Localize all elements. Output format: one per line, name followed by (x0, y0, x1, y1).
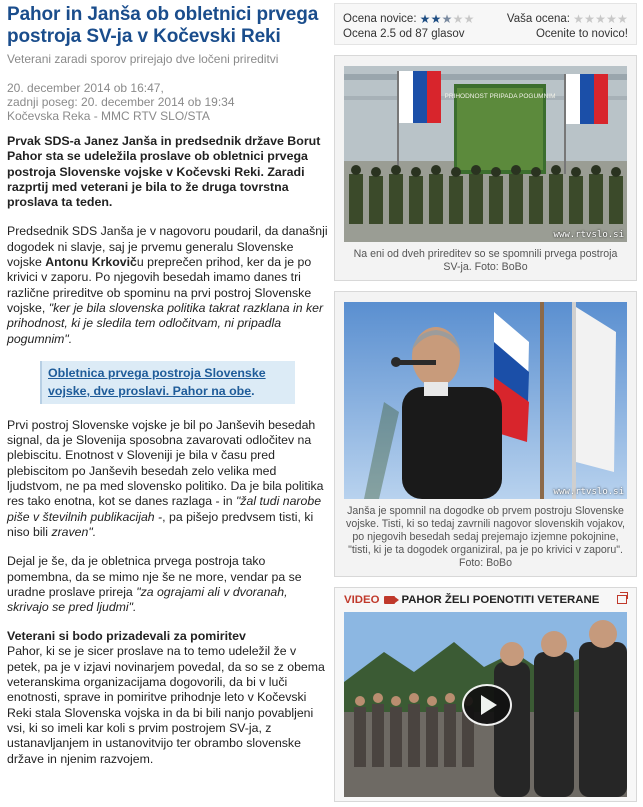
paragraph-2: Prvi postroj Slovenske vojske je bil po Janševih besedah signal, da je Slovenija sposobna zavarovati odločitev na plebiscitu. Enotnost v Sloveniji je bila v času pred plebiscitom po Janševih besedah zelo velika med ljudstvom, ne pa med slovensko politiko. Da je bila politika res tako enotna, kot se danes razlaga - in "žal tudi narobe piše v številnih publikacijah -, pa pišejo predvsem tisti, ki niso bili zraven". (7, 417, 324, 539)
photo-caption-1: Na eni od dveh prireditev so se spomnili prvega postroja SV-ja. Foto: BoBo (353, 248, 618, 273)
name-highlight: Antonu Krkovič (45, 255, 137, 270)
rating-box (334, 3, 637, 45)
photo-jansa-image (344, 302, 627, 499)
section-heading: Veterani si bodo prizadevali za pomiritev (7, 629, 246, 644)
reader-stars (419, 11, 475, 26)
related-article-link[interactable]: Obletnica prvega postroja Slovenske vojske, dve proslavi. Pahor na obe (48, 365, 266, 398)
your-rating-stars[interactable] (573, 11, 628, 26)
star-icon: ★ (463, 11, 475, 26)
paragraph-3: Dejal je še, da je obletnica prvega postroja tako pomembna, da se mimo nje še ne more, vendar pa se uradne proslave prireja "za ograjami ali v dvoranah, skrivajo se pred ljudmi". (7, 554, 302, 615)
article-title: Pahor in Janša ob obletnici prvega postroja SV-ja v Kočevski Reki (7, 4, 319, 47)
quote: "ker je bila slovenska politika takrat razklana in ker prihodnost, ki je sledila tem odločitvam, ni pripadla pogumnim". (7, 300, 324, 346)
paragraph-4: Pahor, ki se je sicer proslave na to temo udeležil že v petek, pa je v izjavi novinarjem povedal, da so se z obema veteranskima organizacijama dogovorili, da bi v luči enotnosti, sprave in pomiritve prihodnje leto v Kočevski Reki stala Slovenska vojska in da bi bili nanjo povabljeni vsi, ki so imeli kar koli s prvim postrojem SV-ja, z ustanavljanjem in ustanovitvijo ter obrambo slovenske države in njenim razvojem. (7, 644, 325, 766)
paragraph-1: Predsednik SDS Janša je v nagovoru poudaril, da današnji dogodek ni slavje, saj je prvemu generalu Slovenske vojske Antonu Krkoviču preprečen prihod, ker da je po krivici v zaporu. Po njegovih besedah imamo danes tri različne prireditve ob spominu na prvi postroj Slovenske vojske, "ker je bila slovenska politika takrat razklana in ker prihodnost, ki je sledila tem odločitvam, ni pripadla pogumnim". (7, 224, 328, 346)
banner-text: PRIHODNOST PRIPADA POGUMNIM (444, 93, 556, 100)
article-column (7, 4, 329, 767)
popout-icon[interactable] (617, 595, 627, 604)
quote: "za ograjami ali v dvoranah, skrivajo se pred ljudmi". (7, 584, 288, 615)
article-lead: Prvak SDS-a Janez Janša in predsednik države Borut Pahor sta se udeležila proslave ob obletnici prvega postroja Slovenske vojske v Kočevski Reki. Zaradi razprtij med veterani je bila to že druga tovrstna proslava ta teden. (7, 134, 321, 210)
video-tag: VIDEO (344, 594, 380, 606)
video-title[interactable]: PAHOR ŽELI POENOTITI VETERANE (401, 594, 600, 606)
publish-date: 20. december 2014 ob 16:47, (7, 81, 164, 95)
reader-rating (343, 12, 475, 41)
rate-star-icon[interactable]: ★ (573, 11, 584, 26)
video-camera-icon (384, 596, 395, 604)
video-thumbnail[interactable] (344, 612, 627, 797)
video-header (344, 588, 627, 612)
photo-soldiers[interactable] (344, 66, 627, 242)
article-source: Kočevska Reka - MMC RTV SLO/STA (7, 109, 210, 123)
article-subtitle: Veterani zaradi sporov prirejajo dve ločeni prireditvi (7, 52, 279, 66)
sidebar (334, 3, 637, 802)
rate-star-icon[interactable]: ★ (584, 11, 595, 26)
photo-jansa[interactable] (344, 302, 627, 499)
photo-box-1 (334, 55, 637, 281)
rate-star-icon[interactable]: ★ (617, 11, 628, 26)
star-icon: ★ (419, 11, 431, 26)
reader-rating-summary: Ocena 2.5 od 87 glasov (343, 28, 465, 40)
star-icon: ★ (430, 11, 442, 26)
reader-rating-label: Ocena novice: (343, 13, 417, 25)
photo-box-2 (334, 291, 637, 577)
star-icon: ★ (452, 11, 464, 26)
photo-watermark: www.rtvslo.si (553, 230, 624, 240)
photo-soldiers-image (344, 66, 627, 242)
quote: zraven". (51, 524, 97, 539)
rate-prompt[interactable]: Ocenite to novico! (535, 28, 628, 40)
your-rating-label: Vaša ocena: (506, 13, 570, 25)
half-star-icon: ★ (441, 11, 453, 26)
rate-star-icon[interactable]: ★ (606, 11, 617, 26)
quote: "žal tudi narobe piše v številnih publikacijah - (7, 494, 322, 524)
play-icon[interactable] (462, 684, 512, 726)
photo-watermark: www.rtvslo.si (553, 487, 624, 497)
article-meta (7, 81, 329, 123)
video-box (334, 587, 637, 802)
related-article-box: Obletnica prvega postroja Slovenske vojske, dve proslavi. Pahor na obe. (40, 361, 295, 404)
rate-star-icon[interactable]: ★ (595, 11, 606, 26)
last-edit: zadnji poseg: 20. december 2014 ob 19:34 (7, 95, 235, 109)
your-rating (507, 12, 628, 41)
photo-caption-2: Janša je spomnil na dogodke ob prvem postroju Slovenske vojske. Tisti, ki so tedaj zavrnili nagovor slovenskih vojakov, po njegovih besedah sedaj prejemajo izjemne pokojnine, "tisti, ki je ta dogodek organiziral, pa je po krivici v zaporu". Foto: BoBo (346, 505, 625, 569)
